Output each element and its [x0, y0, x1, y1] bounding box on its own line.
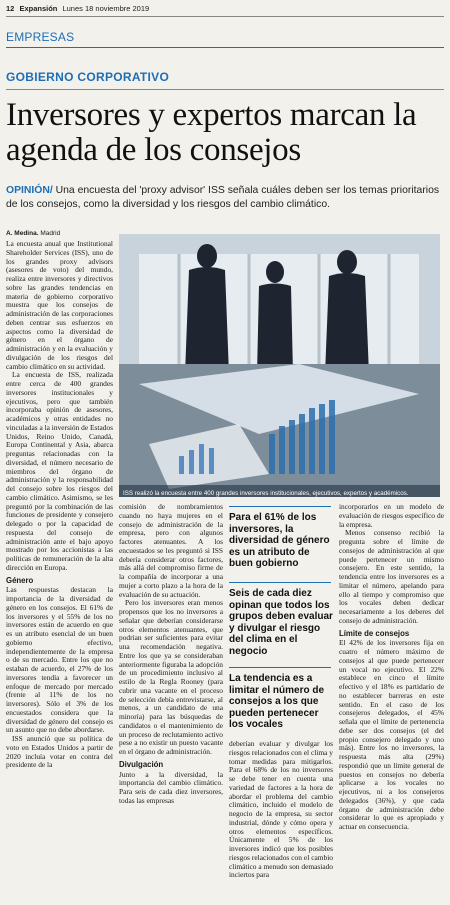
paragraph: comisión de nombramientos cuando no haya mujeres en el consejo de administración de la empresa, pero con algunos factores atenuantes. A los encuestados se les preguntó si ISS debería considerar otros factores, más allá del compromiso firme de la compañía de incorporar a una mujer a corto plazo a la hora de la evaluación de su actuación.	[119, 503, 223, 599]
pull-rule	[229, 667, 331, 668]
paragraph: incorporarlos en un modelo de evaluación de riesgos específico de la empresa.	[339, 503, 444, 529]
pull-quote-3: La tendencia es a limitar el número de consejos a los que pueden pertenecer los vocales	[229, 673, 325, 730]
byline	[6, 230, 60, 237]
subheading-limite: Límite de consejos	[339, 628, 410, 638]
opinion-tag: OPINIÓN/	[6, 185, 53, 196]
city: Madrid	[38, 230, 61, 237]
paragraph: El 42% de los inversores fija en cuatro el número máximo de consejos al que puede pertenecer un vocal no ejecutivo. El 22% establece en cinco el límite efectivo y el 18% es partidario de no establecer barreras en este sentido. En el caso de los consejeros delegados, el 45% señala que el límite de pertenencia debe ser dos consejos (el del propio consejero delegado y uno más). Entre los no inversores, la respuesta más alta (29%) respondió que un límite general de puestos en consejos no debería aplicarse a los vocales no ejecutivos, ni a los consejeros delegados (36%), y que cada órgano de administración debe considerar lo que es apropiado y actuar en consecuencia.	[339, 638, 444, 831]
top-rule	[6, 16, 444, 17]
paragraph: Menos consenso recibió la pregunta sobre el límite de consejos de administración al que puede pertenecer un mismo consejero. En este sentido, la tendencia entre los inversores es a limitar el número, apelando para ello al tiempo y compromiso que los vocales deben dedicar necesariamente a los deberes del consejo de administración.	[339, 528, 444, 625]
column-2	[119, 503, 223, 900]
kicker-rule	[6, 89, 444, 90]
paragraph: Pero los inversores eran menos propensos que los no inversores a señalar que deberían considerarse otros elementos atenuantes, que podrían ser suficientes para evitar una recomendación negativa. Entre los que ya se consideraban anteriormente figuraba la adopción de un procedimiento inclusivo al estilo de la Regla Rooney (para cubrir una vacante en el proceso de selección debía entrevistarse, al menos, a un candidato de una minoría) para las búsquedas de candidatos o el mantenimiento de un proceso de reclutamiento activo pese a no existir un puesto vacante en el órgano de administración.	[119, 598, 223, 756]
headline: Inversores y expertos marcan la agenda de los consejos	[6, 97, 417, 168]
paper-name: Expansión	[19, 4, 58, 13]
page-header	[6, 4, 149, 13]
subheadline	[6, 184, 446, 212]
paragraph: Las respuestas destacan la importancia de la diversidad de género en los consejos. El 61% de los inversores y el 55% de los no inversores están de acuerdo en que es un atributo esencial de un buen gobierno efectivo, independientemente de la empresa o de su mercado. Entre los que no estaban de acuerdo, el 27% de los inversores tendía a favorecer un enfoque de mercado por mercado (frente al 11% de los no inversores). Sólo el 3% de los encuestados considera que la diversidad de género del consejo es un asunto que no debe abordarse.	[6, 585, 113, 735]
kicker: GOBIERNO CORPORATIVO	[6, 70, 170, 84]
subhead-text: Una encuesta del 'proxy advisor' ISS señala cuáles deben ser los temas prioritarios de los consejos, como la diversidad y los riesgos del cambio climático.	[6, 185, 440, 210]
page-number: 12	[6, 4, 15, 13]
column-3	[229, 740, 333, 900]
paragraph: deberían evaluar y divulgar los riesgos relacionados con el clima y tomar medidas para mitigarlos. Para el 68% de los no inversores se debe tener en cuenta una variedad de factores a la hora de abordar el problema del cambio climático, incluido el modelo de negocio de la empresa, su sector industrial, dónde y cómo opera y otros elementos específicos. Únicamente el 5% de los inversores indicó que los posibles riesgos relacionados con el cambio climático a menudo son demasiado inciertos para	[229, 740, 333, 880]
paragraph: Junto a la diversidad, la importancia del cambio climático. Para seis de cada diez inversores, todas las empresas	[119, 769, 223, 805]
pull-rule	[229, 506, 331, 507]
paragraph: ISS anunció que su política de voto en Estados Unidos a partir de 2020 incluía votar en contra del presidente de la	[6, 734, 113, 770]
pull-rule	[229, 582, 331, 583]
pull-quote-1: Para el 61% de los inversores, la diversidad de género es un atributo de buen gobierno	[229, 512, 330, 569]
boardroom-photo	[119, 234, 440, 497]
section-rule	[6, 47, 444, 48]
paragraph: La encuesta anual que Institutional Shareholder Services (ISS), uno de los grandes proxy advisors (asesores de voto) del mundo, realiza entre inversores y directivos sobre las grandes tendencias en materia de gobierno corporativo muestra que los consejos de administración de las corporaciones deben centrar sus esfuerzos en aspectos como la diversidad de género en el órgano de administración y en la evaluación y divulgación de los riesgos del cambio climático en su actividad.	[6, 240, 113, 371]
photo-illustration	[119, 234, 440, 497]
column-1	[6, 240, 113, 900]
subheading-genero: Género	[6, 575, 34, 585]
photo-caption: ISS realizó la encuesta entre 400 grandes inversores institucionales, ejecutivos, expertos y académicos.	[123, 490, 409, 497]
issue-date: Lunes 18 noviembre 2019	[62, 4, 150, 13]
column-4	[339, 503, 444, 900]
author: A. Medina.	[6, 230, 39, 237]
section-label: EMPRESAS	[6, 30, 75, 44]
pull-quote-2: Seis de cada diez opinan que todos los grupos deben evaluar y divulgar el riesgo del clima en el negocio	[229, 588, 333, 657]
paragraph: La encuesta de ISS, realizada entre cerca de 400 grandes inversores institucionales y ejecutivos, pero que también incorporaba opinión de asesores, académicos y otras entidades no vinculadas a la inversión de Estados Unidos, Reino Unido, Canadá, Europa Continental y Asia, abarca preguntas relacionadas con la diversidad, el número necesario de miembros del órgano de administración y la responsabilidad del consejo sobre los riesgos del cambio climático. Asimismo, se les preguntó por la combinación de las funciones de presidente y consejero delegado o por la capacidad de respuesta del consejo de administración ante el bajo apoyo mostrado por los accionistas a las políticas de remuneración de la alta dirección en Europa.	[6, 370, 113, 572]
subheading-divulgacion: Divulgación	[119, 759, 164, 769]
